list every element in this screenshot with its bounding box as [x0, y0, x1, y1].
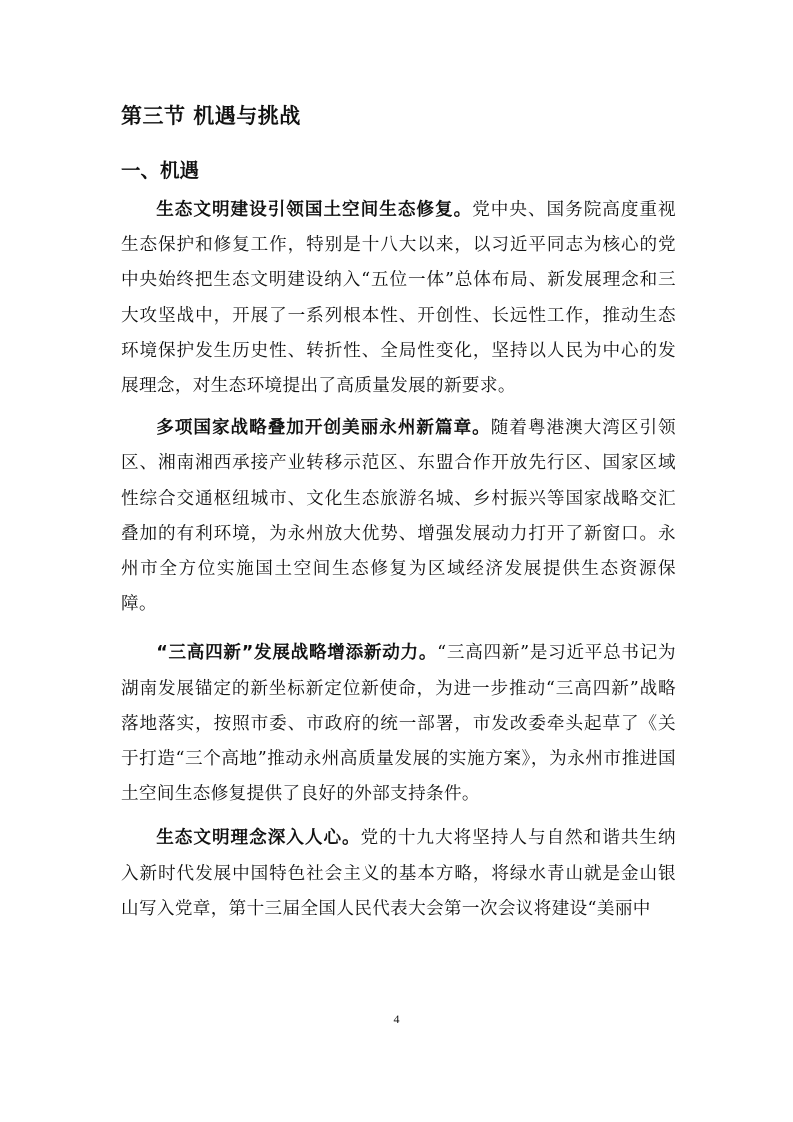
body-text	[121, 193, 676, 927]
paragraph-national-strategies	[121, 411, 676, 622]
sub-section-title: 一、机遇	[121, 159, 200, 182]
page-number: 4	[393, 1012, 400, 1026]
paragraph-ecological-civilization	[121, 193, 676, 404]
paragraph-lead: 生态文明建设引领国土空间生态修复。	[156, 200, 473, 220]
paragraph-lead: 多项国家战略叠加开创美丽永州新篇章。	[156, 418, 491, 439]
paragraph-text: 随着粤港澳大湾区引领区、湘南湘西承接产业转移示范区、东盟合作开放先行区、国家区域性综合交通枢纽城市、文化生态旅游名城、乡村振兴等国家战略交汇叠加的有利环境，为永州放大优势、增强发展动力打开了新窗口。永州市全方位实施国土空间生态修复为区域经济发展提供生态资源保障。	[121, 418, 676, 615]
paragraph-text: 党中央、国务院高度重视生态保护和修复工作，特别是十八大以来，以习近平同志为核心的党中央始终把生态文明建设纳入“五位一体”总体布局、新发展理念和三大攻坚战中，开展了一系列根本性、开创性、长远性工作，推动生态环境保护发生历史性、转折性、全局性变化，坚持以人民为中心的发展理念，对生态环境提出了高质量发展的新要求。	[121, 200, 677, 397]
paragraph-three-high-four-new	[121, 636, 676, 812]
paragraph-text: “三高四新”是习近平总书记为湖南发展锚定的新坐标新定位新使命，为进一步推动“三高四新”战略落地落实，按照市委、市政府的统一部署，市发改委牵头起草了《关于打造“三个高地”推动永州高质量发展的实施方案》，为永州市推进国土空间生态修复提供了良好的外部支持条件。	[121, 643, 677, 805]
section-title: 第三节 机遇与挑战	[121, 104, 301, 128]
paragraph-ecological-concept	[121, 821, 676, 927]
paragraph-text: 党的十九大将坚持人与自然和谐共生纳入新时代发展中国特色社会主义的基本方略，将绿水青山就是金山银山写入党章，第十三届全国人民代表大会第一次会议将建设“美丽中	[121, 828, 676, 919]
paragraph-lead: “三高四新”发展战略增添新动力。	[156, 643, 438, 664]
paragraph-lead: 生态文明理念深入人心。	[156, 828, 361, 849]
